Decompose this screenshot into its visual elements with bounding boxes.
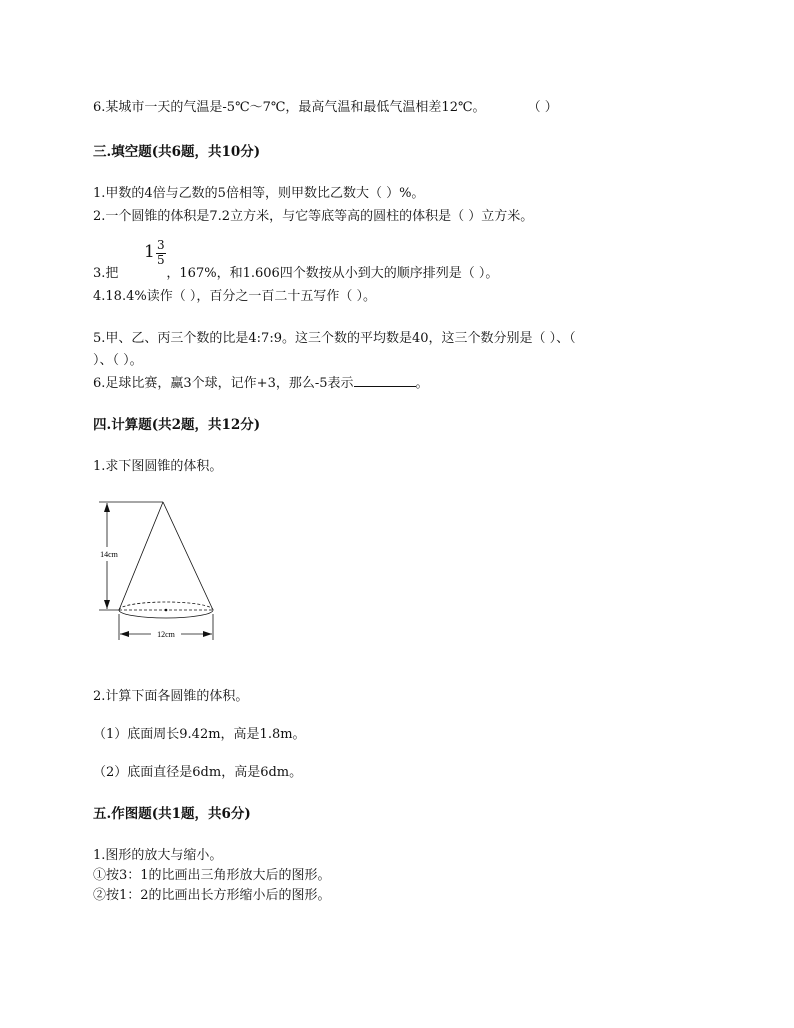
- fraction-denominator: 5: [157, 253, 165, 267]
- question-2-6: [93, 99, 558, 117]
- question-5-1-a: ①按3：1的比画出三角形放大后的图形。: [93, 868, 331, 883]
- question-4-2-1: （1）底面周长9.42m，高是1.8m。: [93, 727, 306, 742]
- diameter-arrow-left: [120, 631, 129, 637]
- question-5-1-b: ②按1：2的比画出长方形缩小后的图形。: [93, 888, 331, 903]
- height-label: 14cm: [100, 550, 118, 559]
- section-5-title: 五.作图题(共1题，共6分): [93, 806, 251, 822]
- question-3-2: 2.一个圆锥的体积是7.2立方米，与它等底等高的圆柱的体积是（ ）立方米。: [93, 209, 534, 224]
- question-4-2-2: （2）底面直径是6dm，高是6dm。: [93, 765, 303, 780]
- diameter-arrow-right: [203, 631, 212, 637]
- question-3-1: 1.甲数的4倍与乙数的5倍相等，则甲数比乙数大（ ）%。: [93, 186, 425, 201]
- diameter-label: 12cm: [157, 630, 175, 639]
- height-arrow-up: [104, 503, 110, 512]
- cone-left-edge: [119, 502, 163, 610]
- section-4-title: 四.计算题(共2题，共12分): [93, 417, 261, 433]
- question-5-1: 1.图形的放大与缩小。: [93, 848, 223, 863]
- question-4-1: 1.求下图圆锥的体积。: [93, 459, 223, 474]
- question-3-3: [93, 265, 498, 283]
- question-prefix: 3.把: [93, 266, 119, 281]
- question-suffix: ，167%，和1.606四个数按从小到大的顺序排列是（ ）。: [166, 266, 499, 281]
- section-3-title: 三.填空题(共6题，共10分): [93, 144, 261, 160]
- question-3-4: 4.18.4%读作（ ），百分之一百二十五写作（ ）。: [93, 289, 376, 304]
- question-suffix: 。: [415, 376, 429, 391]
- fraction-whole: 1: [144, 242, 155, 262]
- cone-right-edge: [163, 502, 213, 610]
- cone-diagram: [93, 490, 223, 650]
- fraction-numerator: 3: [157, 238, 165, 252]
- answer-blank: [354, 374, 416, 387]
- question-4-2: 2.计算下面各圆锥的体积。: [93, 689, 249, 704]
- height-arrow-down: [104, 600, 110, 609]
- question-prefix: 6.足球比赛，赢3个球，记作+3，那么-5表示: [93, 376, 354, 391]
- cone-base-center: [165, 609, 168, 612]
- question-3-5-line2: ）、（ ）。: [93, 353, 143, 368]
- question-3-6: [93, 374, 429, 393]
- question-3-5-line1: 5.甲、乙、丙三个数的比是4:7:9。这三个数的平均数是40，这三个数分别是（ ）、（: [93, 331, 576, 346]
- question-text: 6.某城市一天的气温是-5℃～7℃，最高气温和最低气温相差12℃。: [93, 100, 486, 115]
- answer-paren: （ ）: [527, 100, 558, 115]
